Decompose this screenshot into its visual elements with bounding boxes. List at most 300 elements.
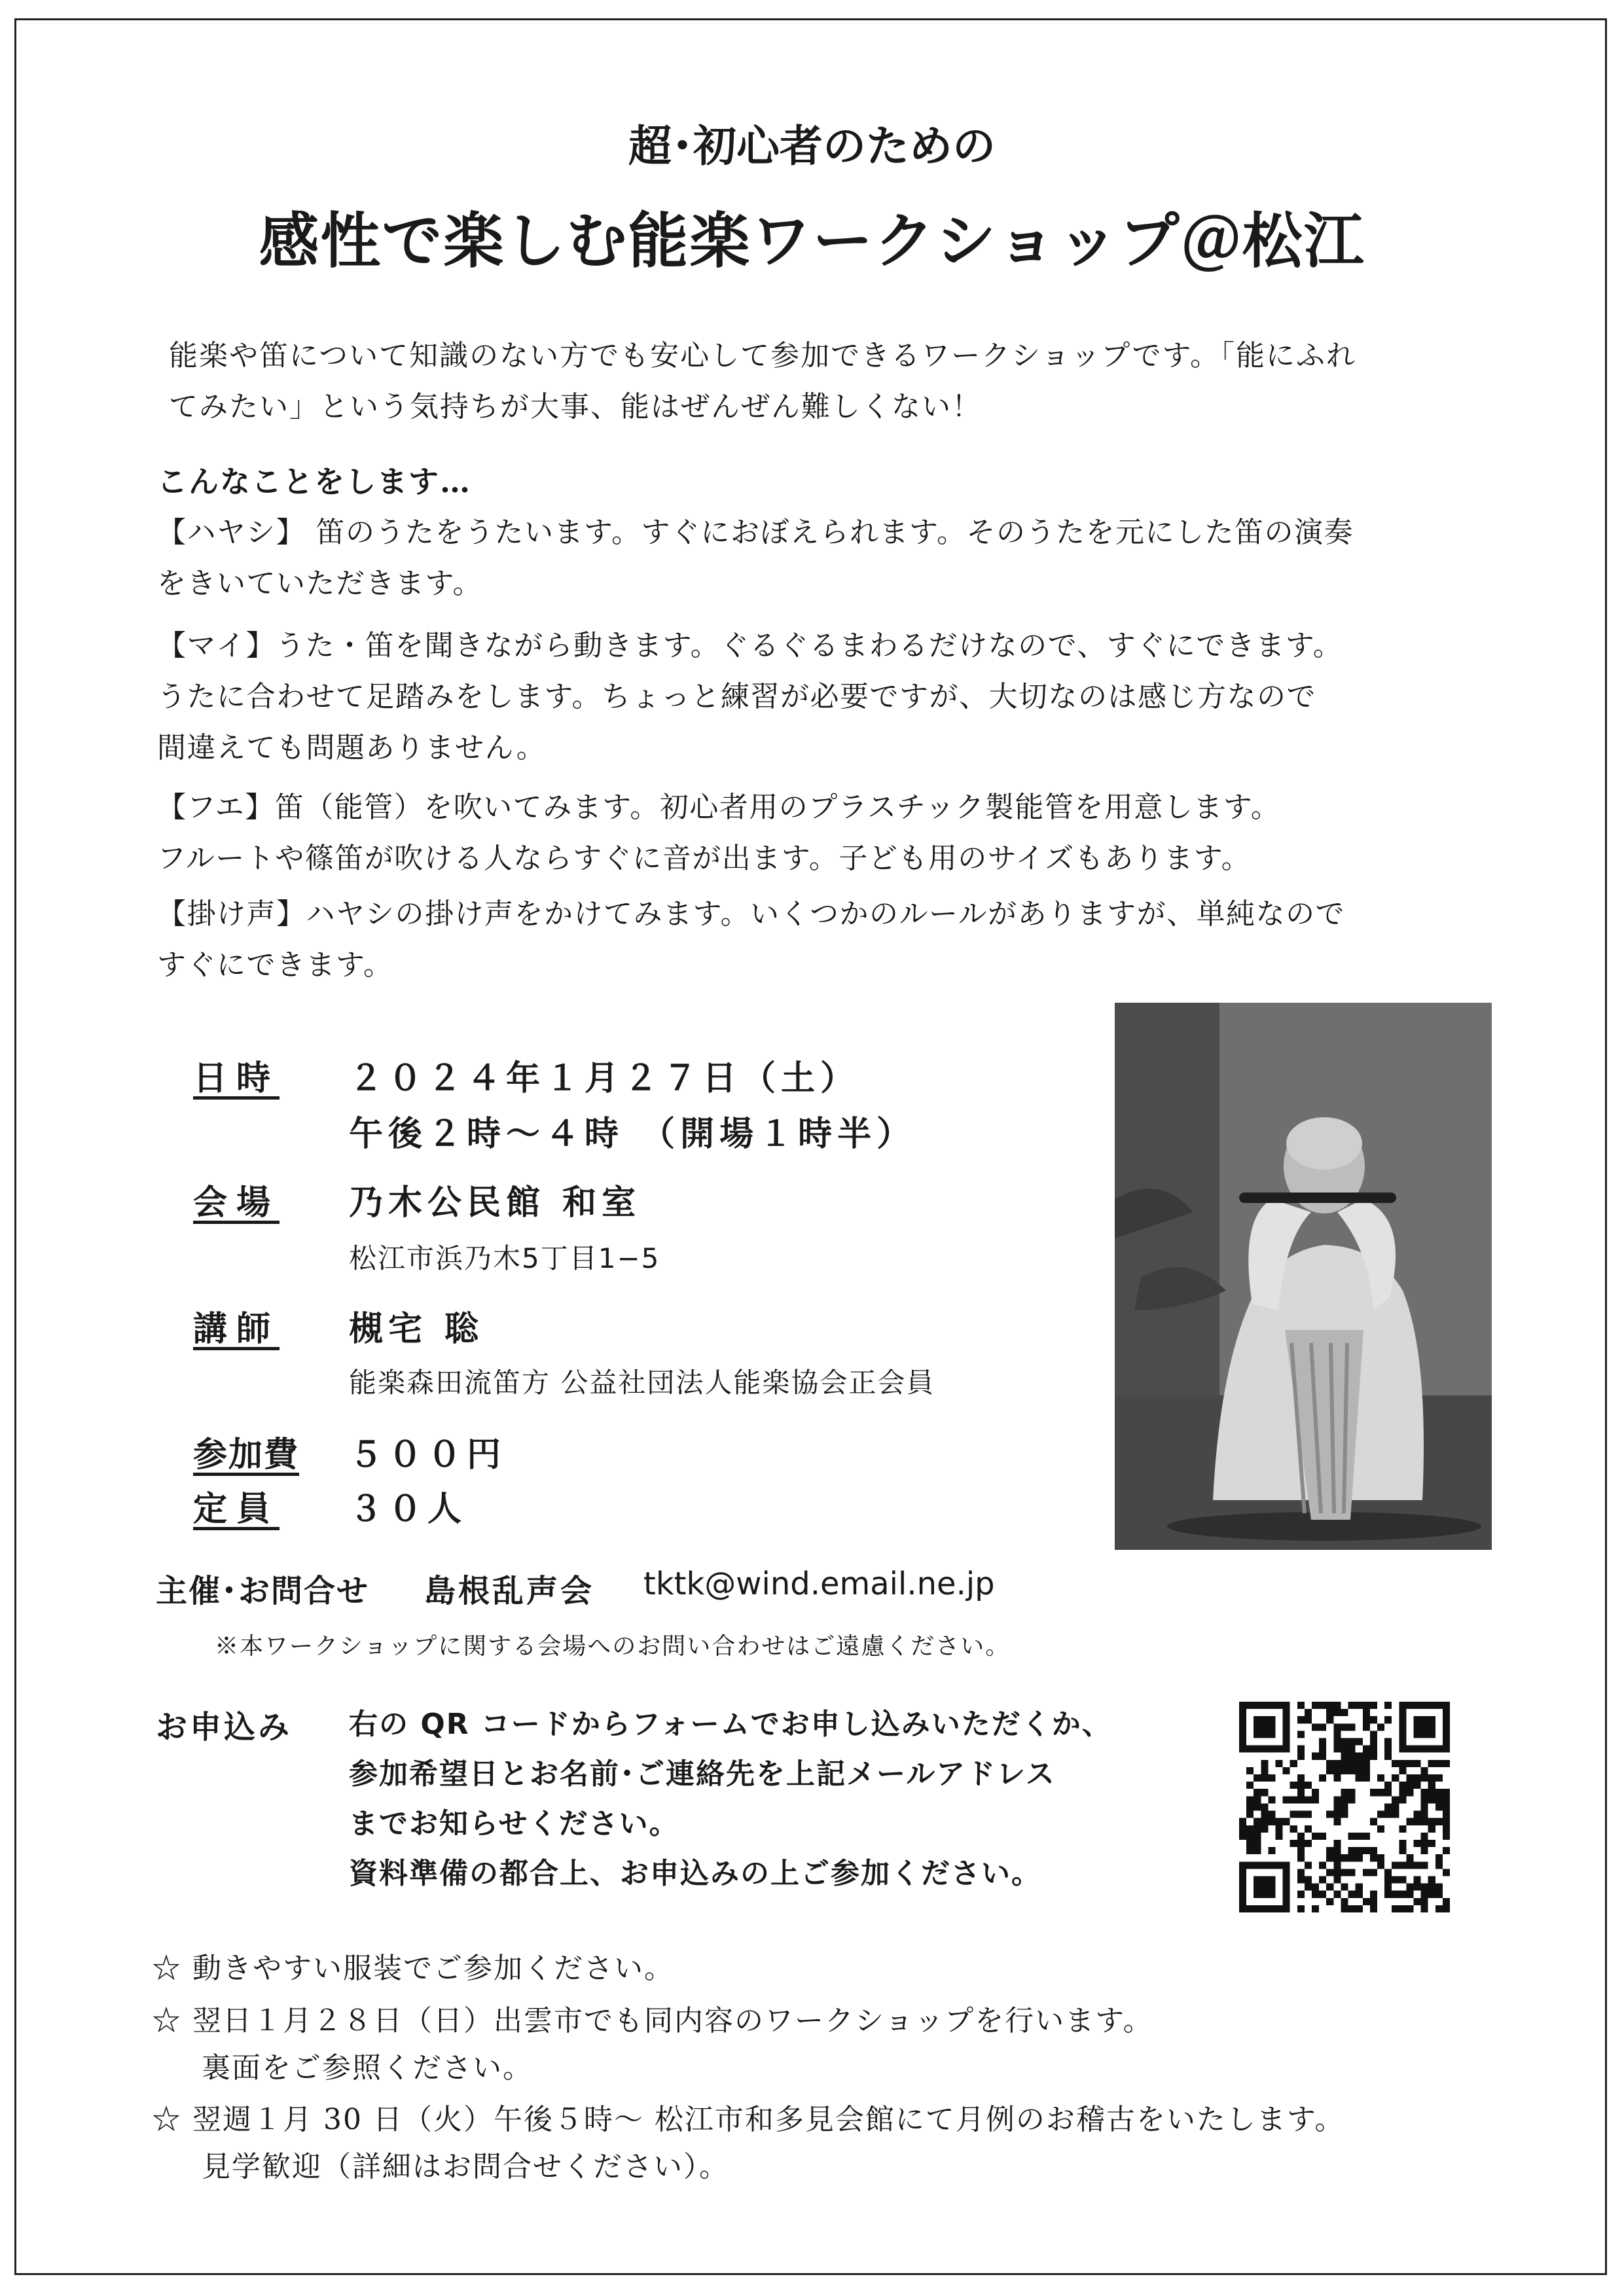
qr-module	[1399, 1905, 1406, 1912]
qr-module	[1435, 1789, 1443, 1796]
qr-module	[1261, 1767, 1268, 1774]
qr-module	[1305, 1811, 1312, 1818]
qr-module	[1406, 1854, 1413, 1861]
qr-module	[1290, 1811, 1297, 1818]
qr-module	[1246, 1833, 1254, 1840]
title-sub: 超･初心者のための	[628, 120, 996, 171]
qr-module	[1443, 1796, 1450, 1803]
qr-module	[1268, 1811, 1275, 1818]
qr-module	[1276, 1760, 1283, 1767]
qr-module	[1261, 1760, 1268, 1767]
qr-module	[1443, 1760, 1450, 1767]
qr-module	[1428, 1825, 1435, 1833]
qr-module	[1384, 1803, 1392, 1810]
qr-module	[1254, 1825, 1261, 1833]
qr-module	[1435, 1818, 1443, 1825]
qr-module	[1341, 1767, 1348, 1774]
qr-module	[1421, 1811, 1428, 1818]
qr-module	[1297, 1789, 1305, 1796]
qr-module	[1261, 1789, 1268, 1796]
qr-module	[1443, 1905, 1450, 1912]
qr-module	[1276, 1818, 1283, 1825]
qr-module	[1363, 1716, 1370, 1723]
note-izumo	[152, 1998, 1153, 2092]
qr-module	[1421, 1833, 1428, 1840]
contact-label: 主催･お問合せ	[156, 1573, 370, 1609]
qr-module	[1377, 1811, 1384, 1818]
qr-module	[1399, 1760, 1406, 1767]
qr-module	[1392, 1803, 1399, 1810]
qr-module	[1377, 1723, 1384, 1731]
qr-module	[1348, 1833, 1356, 1840]
qr-module	[1399, 1767, 1406, 1774]
qr-module	[1246, 1825, 1254, 1833]
qr-module	[1312, 1796, 1319, 1803]
qr-module	[1348, 1891, 1356, 1898]
qr-module	[1341, 1738, 1348, 1746]
qr-module	[1312, 1891, 1319, 1898]
activities-heading: こんなことをします…	[157, 464, 471, 499]
qr-module	[1326, 1716, 1333, 1723]
qr-module	[1268, 1796, 1275, 1803]
qr-module	[1443, 1818, 1450, 1825]
instructor-title: 能楽森田流笛方 公益社団法人能楽協会正会員	[349, 1367, 935, 1399]
qr-module	[1246, 1840, 1254, 1847]
qr-module	[1261, 1774, 1268, 1782]
qr-module	[1348, 1905, 1356, 1912]
qr-module	[1341, 1869, 1348, 1876]
qr-module	[1239, 1818, 1246, 1825]
qr-module	[1399, 1789, 1406, 1796]
qr-module	[1246, 1796, 1254, 1803]
qr-module	[1443, 1898, 1450, 1905]
qr-module	[1421, 1774, 1428, 1782]
qr-module	[1443, 1869, 1450, 1876]
qr-module	[1276, 1833, 1283, 1840]
qr-module	[1348, 1869, 1356, 1876]
qr-module	[1370, 1891, 1377, 1898]
qr-module	[1413, 1811, 1420, 1818]
qr-module	[1341, 1753, 1348, 1760]
qr-module	[1246, 1847, 1254, 1854]
intro-line: 能楽や笛について知識のない方でも安心して参加できるワークショップです。「能にふれ	[169, 339, 1357, 372]
qr-module	[1443, 1825, 1450, 1833]
qr-module	[1421, 1905, 1428, 1912]
qr-module	[1305, 1861, 1312, 1869]
qr-module	[1413, 1898, 1420, 1905]
qr-module	[1392, 1876, 1399, 1883]
qr-module	[1370, 1716, 1377, 1723]
qr-module	[1333, 1891, 1341, 1898]
qr-module	[1246, 1803, 1254, 1810]
qr-module	[1370, 1753, 1377, 1760]
qr-module	[1326, 1767, 1333, 1774]
qr-module	[1268, 1774, 1275, 1782]
qr-module	[1333, 1840, 1341, 1847]
qr-module	[1435, 1803, 1443, 1810]
qr-module	[1254, 1796, 1261, 1803]
qr-module	[1305, 1840, 1312, 1847]
qr-module	[1428, 1796, 1435, 1803]
qr-module	[1254, 1833, 1261, 1840]
qr-module	[1326, 1847, 1333, 1854]
qr-module	[1413, 1760, 1420, 1767]
qr-module	[1406, 1818, 1413, 1825]
qr-module	[1319, 1833, 1326, 1840]
qr-module	[1406, 1905, 1413, 1912]
activity-line: をきいていただきます。	[157, 567, 482, 600]
qr-module	[1356, 1753, 1363, 1760]
qr-module	[1384, 1789, 1392, 1796]
qr-module	[1319, 1738, 1326, 1746]
qr-module	[1333, 1869, 1341, 1876]
qr-module	[1246, 1767, 1254, 1774]
qr-module	[1384, 1884, 1392, 1891]
qr-module	[1297, 1702, 1305, 1709]
qr-module	[1297, 1905, 1305, 1912]
qr-module	[1413, 1782, 1420, 1789]
qr-module	[1319, 1876, 1326, 1883]
qr-module	[1384, 1746, 1392, 1753]
qr-module	[1297, 1833, 1305, 1840]
qr-module	[1261, 1811, 1268, 1818]
qr-module	[1384, 1702, 1392, 1709]
qr-module	[1435, 1884, 1443, 1891]
qr-module	[1290, 1825, 1297, 1833]
qr-module	[1377, 1774, 1384, 1782]
qr-module	[1421, 1803, 1428, 1810]
qr-module	[1363, 1702, 1370, 1709]
qr-module	[1312, 1789, 1319, 1796]
application-line: までお知らせください。	[349, 1807, 679, 1840]
qr-module	[1421, 1767, 1428, 1774]
qr-module	[1326, 1811, 1348, 1818]
qr-module	[1305, 1876, 1312, 1883]
qr-module	[1377, 1861, 1384, 1869]
qr-module	[1428, 1876, 1435, 1883]
qr-module	[1435, 1854, 1443, 1861]
qr-module	[1413, 1884, 1420, 1891]
qr-module	[1421, 1847, 1428, 1854]
qr-module	[1406, 1760, 1413, 1767]
activity-line: 【ハヤシ】 笛のうたをうたいます。すぐにおぼえられます。そのうたを元にした笛の演奏	[157, 516, 1354, 549]
qr-module	[1435, 1861, 1443, 1869]
qr-module	[1370, 1731, 1377, 1738]
qr-module	[1443, 1847, 1450, 1854]
qr-module	[1370, 1869, 1377, 1876]
qr-module	[1406, 1891, 1413, 1898]
qr-module	[1356, 1767, 1363, 1774]
qr-module	[1254, 1876, 1275, 1897]
qr-module	[1297, 1753, 1305, 1760]
qr-module	[1356, 1738, 1363, 1746]
qr-module	[1319, 1861, 1326, 1869]
qr-module	[1363, 1760, 1370, 1767]
qr-module	[1333, 1803, 1348, 1810]
contact-note: ※本ワークショップに関する会場へのお問い合わせはご遠慮ください。	[215, 1633, 1011, 1660]
qr-module	[1421, 1789, 1428, 1796]
application-line: 資料準備の都合上、お申込みの上ご参加ください。	[349, 1857, 1041, 1890]
qr-module	[1399, 1782, 1406, 1789]
capacity-value: ３０人	[349, 1490, 467, 1529]
qr-module	[1443, 1789, 1450, 1796]
qr-module	[1413, 1876, 1420, 1883]
qr-module	[1363, 1746, 1370, 1753]
activity-line: 間違えても問題ありません。	[157, 731, 547, 764]
qr-module	[1363, 1847, 1370, 1854]
qr-module	[1370, 1854, 1377, 1861]
intro-text	[169, 331, 1356, 433]
qr-module	[1406, 1774, 1413, 1782]
qr-module	[1333, 1876, 1341, 1883]
instructor-label: 講師	[193, 1310, 280, 1349]
qr-module	[1392, 1905, 1399, 1912]
qr-module	[1297, 1876, 1305, 1883]
qr-module	[1428, 1818, 1435, 1825]
qr-module	[1348, 1723, 1356, 1731]
note-line: ☆ 翌日１月２８日（日）出雲市でも同内容のワークショップを行います。	[152, 2004, 1153, 2037]
activity-kakegoe	[157, 889, 1345, 991]
qr-module	[1377, 1854, 1384, 1861]
qr-module	[1333, 1818, 1341, 1825]
qr-module	[1341, 1709, 1348, 1716]
note-line: 裏面をご参照ください。	[202, 2051, 533, 2085]
date-value: ２０２４年１月２７日（土）	[349, 1059, 860, 1098]
qr-module	[1370, 1702, 1377, 1709]
qr-module	[1356, 1774, 1363, 1782]
qr-module	[1363, 1833, 1370, 1840]
qr-module	[1435, 1796, 1443, 1803]
qr-module	[1326, 1702, 1333, 1709]
qr-module	[1384, 1869, 1392, 1876]
qr-module	[1254, 1847, 1261, 1854]
qr-module	[1392, 1760, 1399, 1767]
activity-line: 【マイ】うた・笛を聞きながら動きます。ぐるぐるまわるだけなので、すぐにできます。	[157, 629, 1343, 662]
qr-module	[1399, 1840, 1406, 1847]
qr-module	[1297, 1796, 1305, 1803]
qr-module	[1356, 1702, 1363, 1709]
qr-module	[1341, 1854, 1348, 1861]
qr-module	[1370, 1738, 1377, 1746]
qr-module	[1392, 1774, 1399, 1782]
qr-module	[1413, 1861, 1420, 1869]
qr-module	[1333, 1767, 1341, 1774]
qr-module	[1384, 1891, 1392, 1898]
qr-module	[1333, 1746, 1341, 1753]
qr-module	[1384, 1876, 1392, 1883]
qr-module	[1363, 1898, 1370, 1905]
qr-module	[1348, 1847, 1356, 1854]
fee-label: 参加費	[193, 1435, 300, 1475]
qr-module	[1370, 1898, 1377, 1905]
qr-module	[1239, 1825, 1246, 1833]
qr-module	[1290, 1782, 1297, 1789]
qr-module	[1384, 1782, 1392, 1789]
qr-module	[1297, 1869, 1305, 1876]
qr-module	[1297, 1774, 1305, 1782]
qr-module	[1421, 1884, 1428, 1891]
qr-module	[1297, 1891, 1305, 1898]
qr-module	[1377, 1825, 1384, 1833]
qr-module	[1254, 1716, 1275, 1738]
qr-module	[1370, 1905, 1377, 1912]
qr-module	[1268, 1818, 1275, 1825]
qr-module	[1428, 1840, 1435, 1847]
qr-module	[1261, 1803, 1268, 1810]
noh-flute-player-photo	[1115, 1003, 1492, 1550]
qr-module	[1333, 1847, 1341, 1854]
intro-line: てみたい」という気持ちが大事、能はぜんぜん難しくない！	[169, 390, 982, 423]
qr-module	[1435, 1891, 1443, 1898]
qr-module	[1326, 1709, 1333, 1716]
capacity-label: 定員	[193, 1490, 280, 1529]
qr-module	[1435, 1760, 1443, 1767]
qr-module	[1384, 1716, 1392, 1723]
qr-module	[1297, 1847, 1305, 1854]
qr-module	[1399, 1876, 1406, 1883]
qr-module	[1413, 1818, 1420, 1825]
qr-module	[1305, 1782, 1312, 1789]
qr-module	[1363, 1753, 1370, 1760]
qr-module	[1356, 1884, 1363, 1891]
qr-module	[1370, 1818, 1377, 1825]
qr-module	[1283, 1818, 1290, 1825]
qr-module	[1348, 1702, 1356, 1709]
qr-module	[1341, 1746, 1348, 1753]
qr-module	[1283, 1767, 1290, 1774]
qr-module	[1290, 1760, 1297, 1767]
qr-module	[1333, 1738, 1341, 1746]
contact-email[interactable]: tktk@wind.email.ne.jp	[643, 1566, 995, 1602]
qr-module	[1312, 1702, 1319, 1709]
qr-module	[1246, 1782, 1254, 1789]
qr-module	[1356, 1891, 1363, 1898]
application-label: お申込み	[156, 1709, 293, 1746]
qr-module	[1384, 1811, 1392, 1818]
qr-code-icon[interactable]	[1239, 1702, 1450, 1912]
qr-module	[1333, 1709, 1341, 1716]
time-value: 午後２時～４時 （開場１時半）	[349, 1115, 916, 1154]
qr-module	[1421, 1861, 1428, 1869]
qr-module	[1341, 1884, 1348, 1891]
qr-module	[1297, 1840, 1305, 1847]
qr-module	[1363, 1709, 1370, 1716]
qr-module	[1319, 1723, 1326, 1731]
activity-fue	[157, 782, 1280, 884]
qr-module	[1297, 1854, 1305, 1861]
qr-module	[1356, 1905, 1363, 1912]
qr-module	[1276, 1825, 1283, 1833]
qr-module	[1428, 1774, 1435, 1782]
qr-module	[1348, 1854, 1356, 1861]
qr-module	[1384, 1738, 1392, 1746]
qr-module	[1312, 1833, 1319, 1840]
qr-module	[1283, 1796, 1290, 1803]
qr-module	[1319, 1753, 1326, 1760]
qr-module	[1392, 1891, 1399, 1898]
qr-module	[1341, 1905, 1348, 1912]
qr-module	[1305, 1709, 1312, 1716]
qr-module	[1392, 1811, 1399, 1818]
qr-module	[1399, 1796, 1406, 1803]
qr-module	[1333, 1723, 1341, 1731]
qr-module	[1356, 1833, 1363, 1840]
qr-module	[1356, 1854, 1363, 1861]
qr-module	[1319, 1702, 1326, 1709]
venue-label: 会場	[193, 1183, 280, 1223]
qr-module	[1333, 1731, 1341, 1738]
date-label: 日時	[193, 1059, 280, 1098]
qr-module	[1348, 1738, 1356, 1746]
activity-mai	[157, 620, 1343, 774]
qr-module	[1392, 1796, 1399, 1803]
qr-module	[1370, 1789, 1377, 1796]
qr-module	[1268, 1847, 1275, 1854]
activity-line: フルートや篠笛が吹ける人ならすぐに音が出ます。子ども用のサイズもあります。	[157, 842, 1252, 875]
qr-module	[1406, 1789, 1413, 1796]
qr-module	[1413, 1716, 1435, 1738]
qr-module	[1319, 1746, 1326, 1753]
qr-module	[1348, 1753, 1356, 1760]
qr-module	[1326, 1884, 1333, 1891]
qr-module	[1435, 1905, 1443, 1912]
fee-value: ５００円	[349, 1435, 507, 1475]
qr-module	[1333, 1760, 1341, 1767]
qr-module	[1428, 1782, 1435, 1789]
qr-module	[1326, 1760, 1333, 1767]
page-title: 感性で楽しむ能楽ワークショップ＠松江	[259, 206, 1365, 276]
qr-module	[1312, 1723, 1319, 1731]
application-line: 参加希望日とお名前･ご連絡先を上記メールアドレス	[349, 1757, 1056, 1791]
activity-line: うたに合わせて足踏みをします。ちょっと練習が必要ですが、大切なのは感じ方なので	[157, 680, 1316, 713]
qr-module	[1326, 1854, 1333, 1861]
note-practice	[152, 2096, 1344, 2191]
qr-module	[1421, 1898, 1428, 1905]
qr-module	[1363, 1774, 1370, 1782]
qr-module	[1421, 1840, 1428, 1847]
qr-module	[1341, 1723, 1348, 1731]
qr-module	[1341, 1789, 1355, 1796]
qr-module	[1297, 1811, 1305, 1818]
qr-module	[1333, 1796, 1355, 1803]
qr-module	[1297, 1746, 1305, 1753]
qr-module	[1312, 1905, 1319, 1912]
qr-module	[1399, 1825, 1406, 1833]
note-clothing: ☆ 動きやすい服装でご参加ください。	[152, 1952, 674, 1985]
qr-module	[1406, 1884, 1413, 1891]
qr-module	[1305, 1796, 1312, 1803]
qr-module	[1348, 1767, 1356, 1774]
qr-module	[1290, 1840, 1297, 1847]
qr-module	[1406, 1782, 1413, 1789]
qr-module	[1377, 1789, 1384, 1796]
qr-module	[1348, 1760, 1356, 1767]
qr-module	[1428, 1789, 1435, 1796]
note-line: ☆ 翌週１月 30 日（火）午後５時～ 松江市和多見会館にて月例のお稽古をいたします。	[152, 2103, 1345, 2136]
activity-hayashi	[157, 507, 1354, 609]
contact-org: 島根乱声会	[424, 1573, 595, 1609]
qr-module	[1305, 1884, 1312, 1891]
application-text	[349, 1700, 1112, 1899]
qr-module	[1254, 1774, 1261, 1782]
qr-module	[1428, 1760, 1435, 1767]
qr-module	[1443, 1833, 1450, 1840]
qr-module	[1333, 1774, 1341, 1782]
qr-module	[1305, 1825, 1312, 1833]
qr-module	[1399, 1891, 1406, 1898]
qr-module	[1297, 1731, 1305, 1738]
qr-module	[1356, 1847, 1363, 1854]
